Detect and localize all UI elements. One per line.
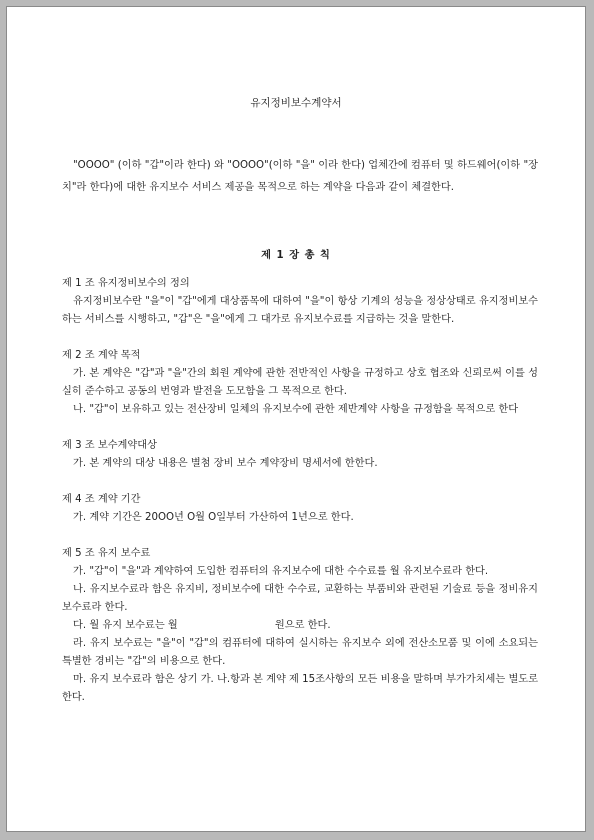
intro-paragraph: "OOOO" (이하 "갑"이라 한다) 와 "OOOO"(이하 "을" 이라 한다) 업체간에 컴퓨터 및 하드웨어(이하 "장치"라 한다)에 대한 유지보수 서비스 제공을 목적으로 하는 계약을 다음과 같이 체결한다. bbox=[62, 160, 538, 193]
article-paragraph: 다. 월 유지 보수료는 월 원으로 한다. bbox=[73, 620, 331, 631]
article-5 bbox=[62, 545, 538, 707]
article-paragraph: 나. 유지보수료라 함은 유지비, 정비보수에 대한 수수료, 교환하는 부품비와 관련된 기술료 등을 정비유지 보수료라 한다. bbox=[62, 584, 538, 613]
chapter-heading: 제 1 장 총 칙 bbox=[261, 250, 331, 261]
article-1 bbox=[62, 275, 538, 329]
article-paragraph: 가. "갑"이 "을"과 계약하여 도입한 컴퓨터의 유지보수에 대한 수수료를 월 유지보수료라 한다. bbox=[73, 566, 489, 577]
article-title: 제 1 조 유지정비보수의 정의 bbox=[62, 278, 190, 289]
article-paragraph: 가. 계약 기간은 20OO년 O월 O일부터 가산하여 1년으로 한다. bbox=[73, 512, 354, 523]
article-paragraph: 가. 본 계약의 대상 내용은 별첨 장비 보수 계약장비 명세서에 한한다. bbox=[73, 458, 378, 469]
article-title: 제 3 조 보수계약대상 bbox=[62, 440, 157, 451]
article-4 bbox=[62, 491, 538, 527]
article-title: 제 4 조 계약 기간 bbox=[62, 494, 141, 505]
articles-body bbox=[62, 275, 538, 725]
article-paragraph: 마. 유지 보수료라 함은 상기 가. 나.항과 본 계약 제 15조사항의 모든 비용을 말하며 부가가치세는 별도로 한다. bbox=[62, 674, 538, 703]
article-paragraph: 라. 유지 보수료는 "을"이 "갑"의 컴퓨터에 대하여 실시하는 유지보수 외에 전산소모품 및 이에 소요되는 특별한 경비는 "갑"의 비용으로 한다. bbox=[62, 638, 538, 667]
article-title: 제 5 조 유지 보수료 bbox=[62, 548, 151, 559]
document-page bbox=[6, 6, 586, 832]
document-title: 유지정비보수계약서 bbox=[250, 97, 342, 109]
article-title: 제 2 조 계약 목적 bbox=[62, 350, 141, 361]
article-paragraph: 나. "갑"이 보유하고 있는 전산장비 일체의 유지보수에 관한 제반계약 사항을 규정함을 목적으로 한다 bbox=[73, 404, 519, 415]
article-paragraph: 유지정비보수란 "을"이 "갑"에게 대상품목에 대하여 "을"이 항상 기계의 성능을 정상상태로 유지정비보수하는 서비스를 시행하고, "갑"은 "을"에게 그 대가로 유지보수료를 지급하는 것을 말한다. bbox=[62, 296, 538, 325]
article-paragraph: 가. 본 계약은 "갑"과 "을"간의 회원 계약에 관한 전반적인 사항을 규정하고 상호 협조와 신뢰로써 이를 성실히 준수하고 공동의 번영과 발전을 도모함을 그 목적으로 한다. bbox=[62, 368, 538, 397]
article-3 bbox=[62, 437, 538, 473]
article-2 bbox=[62, 347, 538, 419]
